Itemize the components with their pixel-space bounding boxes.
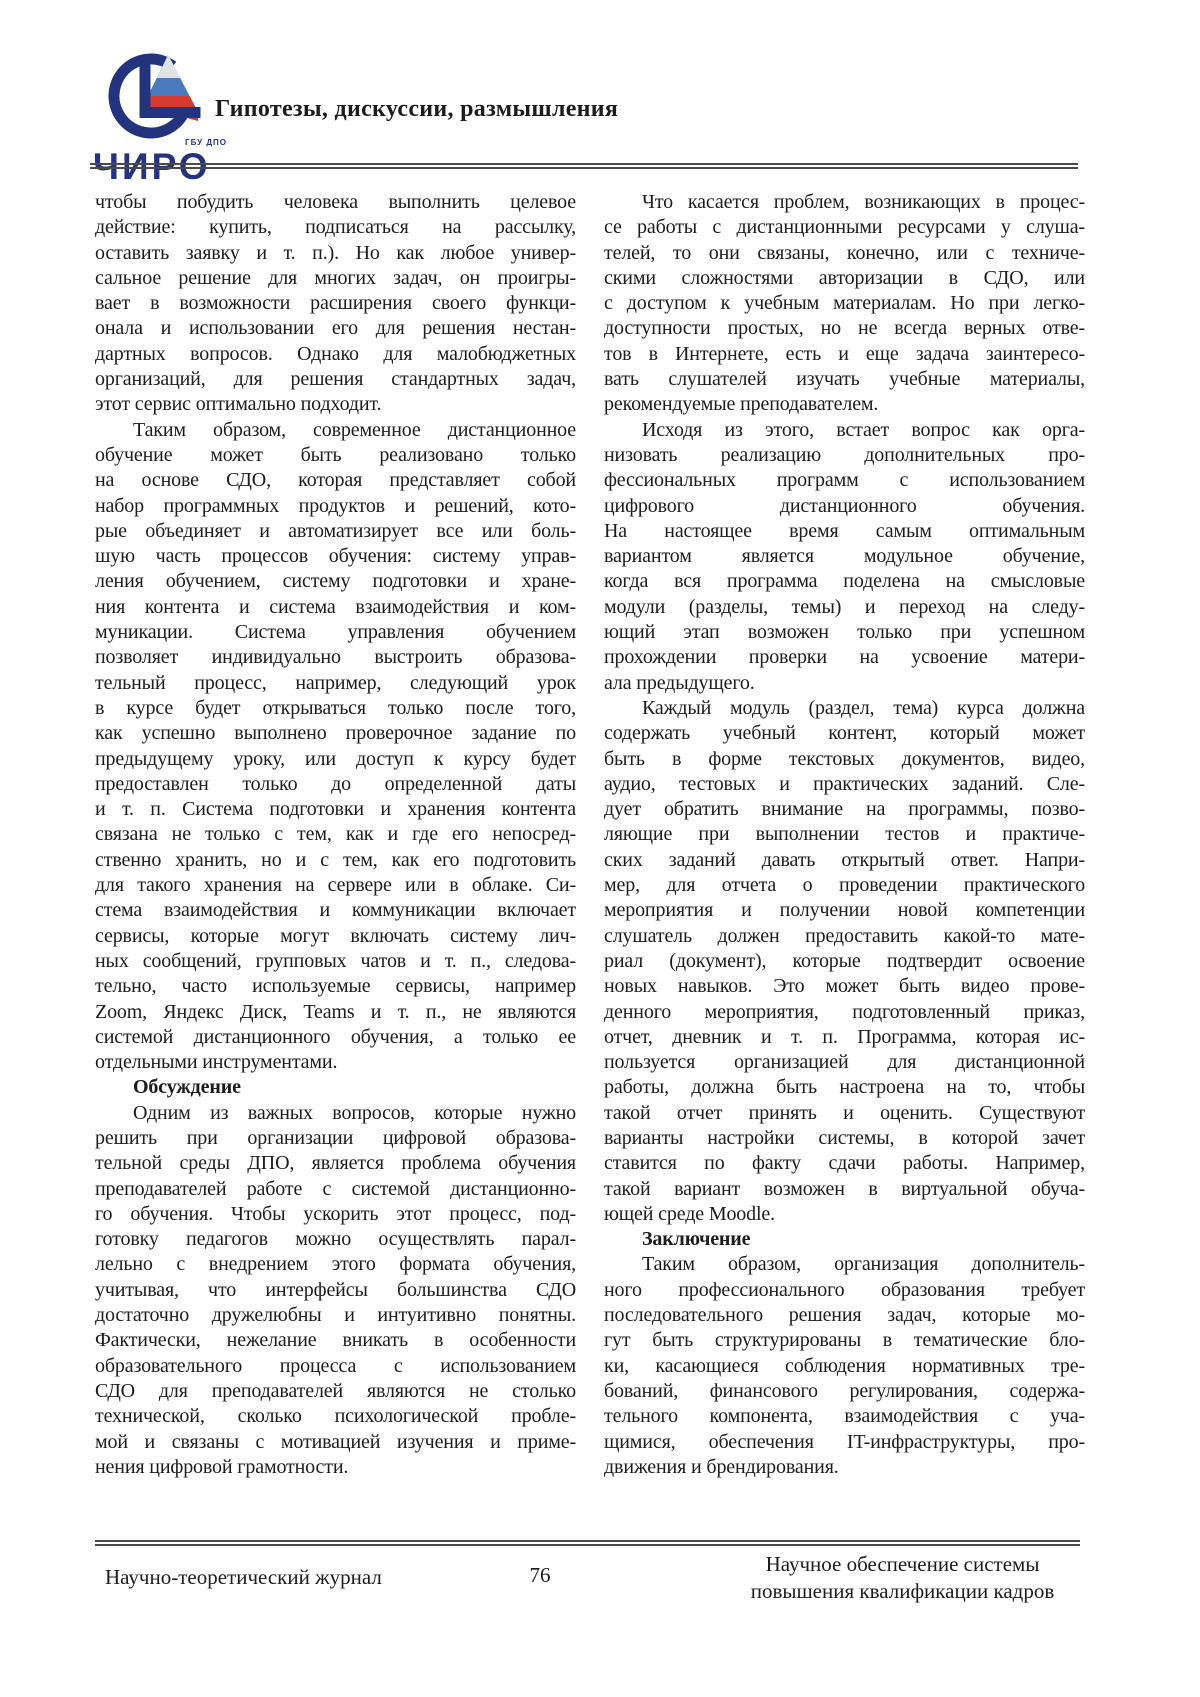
text-line: сальное решение для многих задач, он проигры- <box>95 266 576 289</box>
text-line: на основе СДО, которая представляет собой <box>95 469 576 492</box>
text-line: Что касается проблем, возникающих в процес- <box>642 191 1085 213</box>
section-heading: Обсуждение <box>133 1076 241 1099</box>
logo-org-name: ЧИРО <box>93 146 211 187</box>
text-line: ющей среде Moodle. <box>604 1202 775 1225</box>
text-line: СДО для преподавателей являются не столько <box>95 1379 576 1402</box>
section-title: Гипотезы, дискуссии, размышления <box>215 96 619 122</box>
text-line: Zoom, Яндекс Диск, Teams и т. п., не являются <box>95 1000 576 1023</box>
text-line: рекомендуемые преподавателем. <box>604 393 879 416</box>
text-line: стема взаимодействия и коммуникации включает <box>95 899 576 922</box>
text-line: модули (разделы, темы) и переход на следу- <box>604 595 1085 618</box>
paragraph <box>95 418 576 1076</box>
text-line: такой вариант возможен в виртуальной обуча- <box>604 1177 1085 1200</box>
paragraph <box>604 190 1085 418</box>
text-line: низовать реализацию дополнительных про- <box>604 443 1085 466</box>
text-line: содержать учебный контент, который может <box>604 722 1085 745</box>
text-line: фессиональных программ с использованием <box>604 469 1085 492</box>
text-line: готовку педагогов можно осуществлять парал- <box>95 1228 576 1251</box>
text-line: связана не только с тем, как и где его непосред- <box>95 823 576 846</box>
text-line: прохождении проверки на усвоение матери- <box>604 646 1085 669</box>
text-line: в курсе будет открываться только после того, <box>95 696 576 719</box>
text-line: ния контента и система взаимодействия и ком- <box>95 595 576 618</box>
right-column <box>604 190 1085 1480</box>
text-line: дартных вопросов. Однако для малобюджетных <box>95 342 576 365</box>
text-line: ных сообщений, групповых чатов и т. п., следова- <box>95 949 576 972</box>
text-line: Каждый модуль (раздел, тема) курса должна <box>642 696 1085 719</box>
paragraph <box>604 696 1085 1227</box>
text-line: движения и брендирования. <box>604 1455 839 1478</box>
paragraph <box>604 1252 1085 1480</box>
text-line: вать слушателей изучать учебные материалы, <box>604 368 1085 391</box>
chiro-logo-icon <box>107 50 207 142</box>
page-number: 76 <box>529 1563 551 1587</box>
text-line: ставится по факту сдачи работы. Например, <box>604 1152 1085 1175</box>
text-line: пользуется организацией для дистанционной <box>604 1051 1085 1074</box>
text-line: рые объединяет и автоматизирует все или боль- <box>95 519 576 542</box>
paragraph <box>95 190 576 418</box>
text-line: нения цифровой грамотности. <box>95 1455 349 1478</box>
text-line: ственно хранить, но и с тем, как его подготовить <box>95 848 576 871</box>
logo-org-type: ГБУ ДПО <box>185 138 227 147</box>
section-heading: Заключение <box>642 1228 751 1251</box>
text-line: позволяет индивидуально выстроить образова- <box>95 646 576 669</box>
text-line: вариантом является модульное обучение, <box>604 545 1085 568</box>
text-line: для такого хранения на сервере или в облаке. Си- <box>95 874 576 897</box>
article-body <box>95 190 1085 1480</box>
text-line: отчет, дневник и т. п. Программа, которая ис- <box>604 1025 1085 1048</box>
text-line: ки, касающиеся соблюдения нормативных тре- <box>604 1354 1085 1377</box>
text-line: вает в возможности расширения своего функци- <box>95 292 576 315</box>
text-line: этот сервис оптимально подходит. <box>95 393 382 416</box>
text-line: Исходя из этого, встает вопрос как орга- <box>642 418 1085 441</box>
text-line: оставить заявку и т. п.). Но как любое универ- <box>95 241 576 264</box>
text-line: бований, финансового регулирования, содержа- <box>604 1379 1085 1402</box>
text-line: Таким образом, современное дистанционное <box>133 418 576 441</box>
text-line: такой отчет принять и оценить. Существуют <box>604 1101 1085 1124</box>
text-line: сервисы, которые могут включать систему лич- <box>95 924 576 947</box>
text-line: обучение может быть реализовано только <box>95 443 576 466</box>
text-line: преподавателей работе с системой дистанционно- <box>95 1177 576 1200</box>
text-line: ала предыдущего. <box>604 671 755 694</box>
text-line: учитывая, что интерфейсы большинства СДО <box>95 1278 576 1301</box>
text-line: решить при организации цифровой образова- <box>95 1126 576 1149</box>
text-line: Таким образом, организация дополнитель- <box>642 1253 1085 1276</box>
text-line: предыдущему уроку, или доступ к курсу будет <box>95 747 576 770</box>
text-line: гут быть структурированы в тематические бло- <box>604 1329 1085 1352</box>
footer-rule <box>95 1540 1080 1546</box>
footer-series-line1: Научное обеспечение системы <box>765 1552 1040 1576</box>
text-line: ющий этап возможен только при успешном <box>604 621 1085 644</box>
text-line: дует обратить внимание на программы, позво- <box>604 798 1085 821</box>
text-line: тельной среды ДПО, является проблема обучения <box>95 1152 576 1175</box>
text-line: се работы с дистанционными ресурсами у слуша- <box>604 216 1085 239</box>
footer-series-line2: повышения квалификации кадров <box>750 1579 1055 1603</box>
text-line: тов в Интернете, есть и еще задача заинтересо- <box>604 342 1085 365</box>
text-line: новых навыков. Это может быть видео прове- <box>604 975 1085 998</box>
text-line: Фактически, нежелание вникать в особенности <box>95 1329 576 1352</box>
text-line: риал (документ), которые подтвердит освоение <box>604 949 1085 972</box>
text-line: телей, то они связаны, конечно, или с техниче- <box>604 241 1085 264</box>
text-line: быть в форме текстовых документов, видео, <box>604 747 1085 770</box>
text-line: образовательного процесса с использованием <box>95 1354 576 1377</box>
text-line: когда вся программа поделена на смысловые <box>604 570 1085 593</box>
text-line: и т. п. Система подготовки и хранения контента <box>95 798 576 821</box>
text-line: ских заданий давать открытый ответ. Напри- <box>604 848 1085 871</box>
text-line: слушатель должен предоставить какой-то мате- <box>604 924 1085 947</box>
text-line: скими сложностями авторизации в СДО, или <box>604 266 1085 289</box>
text-line: ления обучением, систему подготовки и хране- <box>95 570 576 593</box>
text-line: последовательного решения задач, которые мо- <box>604 1304 1085 1327</box>
text-line: отдельными инструментами. <box>95 1051 338 1074</box>
footer-series-name <box>720 1551 1085 1605</box>
paragraph <box>95 1101 576 1480</box>
text-line: тельно, часто используемые сервисы, например <box>95 975 576 998</box>
text-line: ляющие при выполнении тестов и практиче- <box>604 823 1085 846</box>
text-line: щимися, обеспечения IT-инфраструктуры, про- <box>604 1430 1085 1453</box>
text-line: Одним из важных вопросов, которые нужно <box>133 1101 576 1124</box>
text-line: набор программных продуктов и решений, кото- <box>95 494 576 517</box>
left-column <box>95 190 576 1480</box>
text-line: как успешно выполнено проверочное задание по <box>95 722 576 745</box>
text-line: с доступом к учебным материалам. Но при легко- <box>604 292 1085 315</box>
text-line: цифрового дистанционного обучения. <box>604 494 1085 517</box>
text-line: тельного компонента, взаимодействия с уча- <box>604 1405 1085 1428</box>
text-line: организаций, для решения стандартных задач, <box>95 368 576 391</box>
text-line: достаточно дружелюбны и интуитивно понятны. <box>95 1304 576 1327</box>
text-line: мер, для отчета о проведении практического <box>604 874 1085 897</box>
text-line: тельный процесс, например, следующий урок <box>95 671 576 694</box>
text-line: аудио, тестовых и практических заданий. Сле- <box>604 772 1085 795</box>
text-line: муникации. Система управления обучением <box>95 621 576 644</box>
text-line: варианты настройки системы, в которой зачет <box>604 1126 1085 1149</box>
text-line: мой и связаны с мотивацией изучения и приме- <box>95 1430 576 1453</box>
text-line: работы, должна быть настроена на то, чтобы <box>604 1076 1085 1099</box>
header-rule <box>90 163 1078 169</box>
paragraph <box>604 418 1085 696</box>
text-line: шую часть процессов обучения: систему управ- <box>95 545 576 568</box>
text-line: технической, сколько психологической пробле- <box>95 1405 576 1428</box>
text-line: онала и использовании его для решения нестан- <box>95 317 576 340</box>
text-line: На настоящее время самым оптимальным <box>604 519 1085 542</box>
text-line: денного мероприятия, подготовленный приказ, <box>604 1000 1085 1023</box>
text-line: предоставлен только до определенной даты <box>95 772 576 795</box>
text-line: мероприятия и получении новой компетенции <box>604 899 1085 922</box>
text-line: лельно с внедрением этого формата обучения, <box>95 1253 576 1276</box>
text-line: доступности простых, но не всегда верных отве- <box>604 317 1085 340</box>
text-line: действие: купить, подписаться на рассылку, <box>95 216 576 239</box>
text-line: чтобы побудить человека выполнить целевое <box>95 191 576 213</box>
text-line: системой дистанционного обучения, а только ее <box>95 1025 576 1048</box>
text-line: ного профессионального образования требует <box>604 1278 1085 1301</box>
text-line: го обучения. Чтобы ускорить этот процесс, под- <box>95 1202 576 1225</box>
footer-journal-name: Научно-теоретический журнал <box>105 1565 382 1589</box>
